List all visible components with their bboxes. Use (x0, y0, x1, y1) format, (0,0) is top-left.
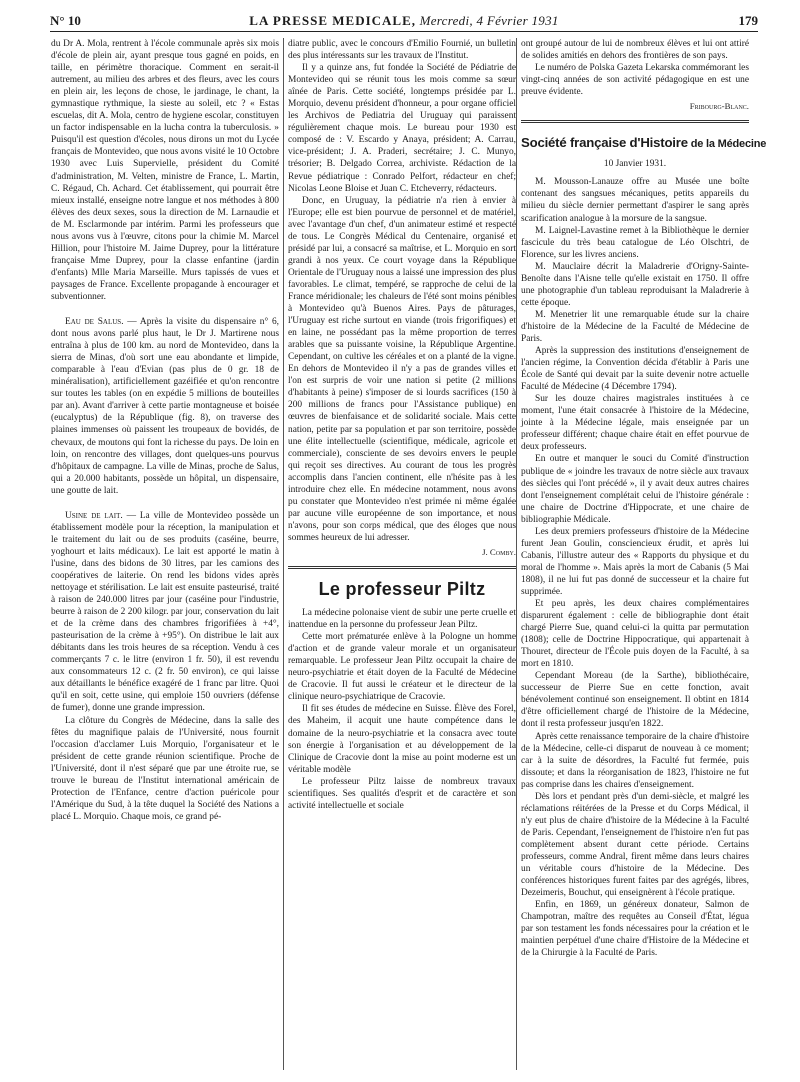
paragraph: Les deux premiers professeurs d'histoire de la Médecine furent Jean Goulin, consciencieux érudit, et après lui Cabanis, l'illustre auteur des « Rapports du physique et du moral de l'homme ». Mais après la mort de Cabanis (5 Mai 1808), il ne lui fut pas donné de successeur et la chaire fut supprimée. (521, 526, 749, 597)
paragraph: Il fit ses études de médecine en Suisse. Élève des Forel, des Maheim, il acquit une haute compétence dans le domaine de la neuro-psychiatrie et la consacra avec toute son énergie à l'organisation et au développement de la Clinique de Cracovie dont la mise au point moderne est un véritable modèle (288, 704, 516, 775)
column-divider (283, 38, 284, 1070)
page-header (50, 13, 758, 33)
paragraph (51, 510, 279, 715)
paragraph: diatre public, avec le concours d'Emilio Fournié, un bulletin des plus intéressants sur les travaux de l'Institut. (288, 39, 516, 62)
paragraph: M. Laignel-Lavastine remet à la Bibliothèque le dernier fascicule du très beau catalogue de Léo Olschtri, de Florence, sur les livres anciens. (521, 225, 749, 260)
paragraph: Donc, en Uruguay, la pédiatrie n'a rien à envier à l'Europe; elle est bien pourvue de personnel et de matériel, avec l'avantage d'un chef, d'un animateur estimé et respecté de tous. Le Congrès Médical du Centenaire, organisé et présidé par lui, a consacré sa maîtrise, et L. Morquio en sort grandi à nos yeux. Ce court voyage dans la République Orientale de l'Uruguay nous a laissé une impression des plus favorables. Le climat, tempéré, se rapproche de celui de la France méridionale; les chaleurs de l'été sont moins pénibles à Montevideo qu'à Buenos Aires. Pays de pâturages, l'Uruguay est riche surtout en viande (trois frigorifiques) et en laine, ne possédant pas la même proportion de terres arables que sa puissante voisine, la République Argentine. Cependant, on cultive les céréales et on a planté de la vigne. En dehors de Montevideo il n'y a pas de grandes villes et l'on est surpris de voir une nation si petite (2 millions d'habitants à peine) s'imposer de si lourds sacrifices (150 à 200 millions de francs pour l'Assistance publique) en œuvres de bienfaisance et de solidarité sociale. Mais cette nation, petite par sa population et par son territoire, possède une élite intellectuelle (scientifique, médicale, agricole et commerciale), consciente de ses devoirs envers le peuple qui reçoit ses directives. Au courant de tous les progrès accomplis dans l'ancien continent, elle n'hésite pas à les introduire chez elle. En médecine notamment, nous avons pu constater que Montevideo n'est primée ni même égalée par aucune ville européenne de son importance, et nous n'avons, pour son corps médical, que des éloges que nous sommes heureux de lui adresser. (288, 195, 516, 543)
paragraph: Enfin, en 1869, un généreux donateur, Salmon de Champotran, maître des requêtes au Conseil d'État, légua par son testament les fonds nécessaires pour la création et le maintien perpétuel d'une chaire d'Histoire de la Médecine et de la Chirurgie à la Faculté de Paris. (521, 900, 749, 959)
paragraph: M. Mousson-Lanauze offre au Musée une boîte contenant des sangsues mécaniques, petits appareils du milieu du siècle dernier permettant d'aspirer le sang après scarification analogue à la morsure de la sangsue. (521, 177, 749, 224)
article-heading: Le professeur Piltz (318, 579, 486, 600)
section-divider (521, 120, 749, 123)
masthead (50, 13, 758, 29)
paragraph: Le numéro de Polska Gazeta Lekarska commémorant les vingt-cinq années de son activité pédagogique en est une preuve évidente. (521, 63, 749, 98)
paragraph: Il y a quinze ans, fut fondée la Société de Pédiatrie de Montevideo qui se réunit tous les mois comme sa sœur aînée de Paris. Cette société, longtemps présidée par L. Morquio, devenu président d'honneur, a pour organe officiel les Archivos de Pediatria del Uruguay qui paraissent régulièrement chaque mois. Le bureau pour 1930 est composé de : V. Escardo y Anaya, président; A. Carrau, vice-président; J. A. Praderi, secrétaire; J. C. Munyo, trésorier; B. Delgado Correa, archiviste. Rédaction de la Revue pédiatrique : Conrado Pelfort, rédacteur en chef; Nicolas Leone Bloise et Juan C. Etcheverry, rédacteurs. (288, 63, 516, 194)
paragraph: Dès lors et pendant près d'un demi-siècle, et malgré les réclamations réitérées de la Presse et du Corps Médical, il n'y eut plus de chaire d'histoire de la Médecine à la Faculté de Paris. Cependant, l'enseignement de l'histoire n'en fut pas complètement absent durant cette période. Certains professeurs, comme Andral, firent même dans leurs chaires un véritable cours d'histoire de la Médecine. Des conférences historiques furent faites par des agrégés, libres, Dezeimeris, Bouchut, qui enseignèrent à l'école pratique. (521, 791, 749, 899)
column-divider (516, 38, 517, 1070)
paragraph: Le professeur Piltz laisse de nombreux travaux scientifiques. Ses qualités d'esprit et de caractère et son activité intellectuelle et sociale (288, 776, 516, 811)
column-2 (288, 38, 516, 1070)
paragraph: La médecine polonaise vient de subir une perte cruelle et inattendue en la personne du professeur Jean Piltz. (288, 608, 516, 631)
paragraph: Après la suppression des institutions d'enseignement de l'ancien régime, la Convention décida d'établir à Paris une École de Santé qui devait par la suite devenir notre actuelle Faculté de Médecine (4 Décembre 1794). (521, 346, 749, 393)
column-3 (521, 38, 767, 1070)
issue-number: N° 10 (50, 13, 81, 28)
paragraph: Après cette renaissance temporaire de la chaire d'histoire de la Médecine, celle-ci disparut de nouveau à ce moment; car à la suite de désordres, la Faculté fut fermée, puis dissoute; et dans la réorganisation de 1823, l'histoire ne fut pas comprise dans les chaires d'enseignement. (521, 731, 749, 790)
paragraph: En outre et manquer le souci du Comité d'instruction publique de « joindre les travaux de notre siècle aux travaux des siècles qui l'ont précédé », il y avait deux autres chaires dont l'enseignement complétait celui de l'histoire générale : une chaire de Doctrine d'Hippocrate, et une chaire de bibliographie Médicale. (521, 454, 749, 525)
section-lead: Eau de Salus. (65, 317, 124, 328)
society-heading (521, 135, 767, 151)
paragraph-text: — La ville de Montevideo possède un établissement modèle pour la réception, la manipulation et le traitement du lait ou de ses produits (caséine, beurre, yoghourt et laits médicaux). Le lait est apporté le matin à l'usine, dans des bidons de 30 litres, par les camions des coopératives de laiterie. On rend les bidons vides après nettoyage et stérilisation. Le lait est ensuite pasteurisé, traité à raison de 240.000 litres par jour (caséine pour l'industrie, beurre à raison de 2 200 kilogr. par jour, conservation du lait et de la crème dans des chambres frigorifiées à +4°, pasteurisation de la crème à +95°). On distribue le lait aux débitants dans les trois heures de sa réception. Vendu à ces commerçants 7 c. le litre (environ 1 fr. 50), il est revendu aux consommateurs 12 c. (2 fr. 50 environ), ce qui laisse aux détaillants le bénéfice exagéré de 1 franc par litre. Quoi qu'il en soit, cette usine, qui emploie 150 ouvriers (défense de fumer), donne une grande impression. (51, 510, 279, 714)
session-date: 10 Janvier 1931. (603, 159, 667, 170)
paragraph-text: — Après la visite du dispensaire n° 6, dont nous avons parlé plus haut, le Dr J. Martirene nous entraîna à plus de 100 km. au nord de Montevideo, dans la sierra de Minas, d'où sort une eau abondante et limpide, comparable à l'eau d'Evian (pas plus de 0 gr. 18 de minéralisation), artificiellement gazéifiée et qu'on rencontre sur toutes les tables (on en expédie 5 millions de bouteilles par an). Avant d'arriver à cette partie montagneuse et boisée (eucalyptus) de la République (fig. 8), on traverse des plaines immenses où paissent les troupeaux de bovidés, de chevaux, de moutons qui font la richesse du pays. De loin en loin, on rencontre des villages, dont quelques-uns pourvus d'hôpitaux de campagne. La ville de Minas, proche de Salus, qui a 20.000 habitants, possède un hôpital, un dispensaire, une goutte de lait. (51, 317, 279, 496)
section-divider (288, 566, 516, 569)
author-signature: Fribourg-Blanc. (689, 101, 749, 112)
issue-date: Mercredi, 4 Février 1931 (419, 13, 559, 28)
paragraph: M. Mauclaire décrit la Maladrerie d'Origny-Sainte-Benoîte dans l'Aisne telle qu'elle existait en 1750. Il offre une photographie d'un tableau reproduisant la Maladrerie à cette époque. (521, 261, 749, 308)
paragraph: Cependant Moreau (de la Sarthe), bibliothécaire, successeur de Pierre Sue en cette fonction, avait bénévolement continué son enseignement. Il obtint en 1814 d'être officiellement chargé de l'histoire de la Médecine, dont il resta professeur jusqu'en 1822. (521, 671, 749, 730)
paragraph (51, 316, 279, 497)
section-lead: Usine de lait. (65, 510, 123, 521)
society-heading-main: Société française d'Histoire (521, 135, 688, 151)
paragraph: Et peu après, les deux chaires complémentaires disparurent également : celle de bibliographie dont était chargé Pierre Sue, quand celui-ci la quitta par permutation (1808); celle de Doctrine Hippocratique, qui appartenait à Thouret, directeur de l'École puis doyen de la Faculté, à sa mort en 1810. (521, 599, 749, 670)
paragraph: M. Menetrier lit une remarquable étude sur la chaire d'histoire de la Médecine de la Faculté de Médecine de Paris. (521, 309, 749, 344)
author-signature: J. Comby. (482, 546, 516, 557)
paragraph: La clôture du Congrès de Médecine, dans la salle des fêtes du magnifique palais de l'Université, nous fournit l'occasion d'acclamer Luis Morquio, l'organisateur et le président de cette grande réunion scientifique. Proche de l'Université, dont il n'est séparé que par une étroite rue, se trouve le bureau de l'Institut international américain de Protection de l'Enfance, centre d'action puéricole pour l'Amérique du Sud, à la tête duquel la Société des Nations a placé L. Morquio. Chaque mois, ce grand pé- (51, 715, 279, 822)
journal-title: LA PRESSE MEDICALE, (249, 13, 417, 28)
page-number: 179 (738, 13, 758, 28)
paragraph: Cette mort prématurée enlève à la Pologne un homme d'action et de grande valeur morale et un organisateur remarquable. Le professeur Jean Piltz occupait la chaire de neuro-psychiatrie et était doyen de la Faculté de Médecine de Cracovie. Il fut aussi le créateur et le directeur de la clinique neuro-psychiatrique de Cracovie. (288, 632, 516, 703)
paragraph: Sur les douze chaires magistrales instituées à ce moment, l'une était consacrée à l'histoire de la Médecine, jointe à la Médecine légale, mais enseignée par un professeur différent; chaque chaire était en effet pourvue de deux professeurs. (521, 394, 749, 453)
column-1 (51, 38, 279, 1070)
society-heading-tail: de la Médecine (687, 138, 767, 151)
header-rule (50, 31, 758, 32)
paragraph: ont groupé autour de lui de nombreux élèves et lui ont attiré de solides amitiés en dehors des frontières de son pays. (521, 39, 749, 62)
paragraph: du Dr A. Mola, rentrent à l'école communale après six mois d'école de plein air, ayant presque tous gagné en poids, en taille, en périmètre thoracique. Comment en serait-il autrement, au milieu des arbres et des fleurs, avec les cours en plein air, les leçons de chose, le jardinage, le chant, la gymnastique rythmique, la sieste au soleil, etc ? « Estas escuelas, dit A. Mola, centro de hygiene escolar, constituyen un factor indispensable en la lucha contra la tuberculosis. » Puisqu'il est question d'écoles, nous dirons un mot du Lycée français de Montevideo, que nous avons visité le 10 Octobre 1930 avec Luis Supervielle, président du Comité d'administration, M. Velten, ministre de France, L. Martin, C. Régaud, Ch. Achard. Cet établissement, qui pourrait être mieux installé, enseigne notre langue et nos méthodes à 800 élèves des deux sexes, sous la direction de M. Larnaudie et de M. Esclarmonde par intérim. Parmi les professeurs que nous avons vus à l'œuvre, citons pour la chimie M. Marcel Hillion, pour l'histoire M. Jaime Duprey, pour la littérature française Mme Duprey, pour la classe enfantine (jardin d'enfants) Mlle Maria Marseille. Murs tapissés de vues et paysages de France. Excellente propagande à encourager et subventionner. (51, 39, 279, 302)
